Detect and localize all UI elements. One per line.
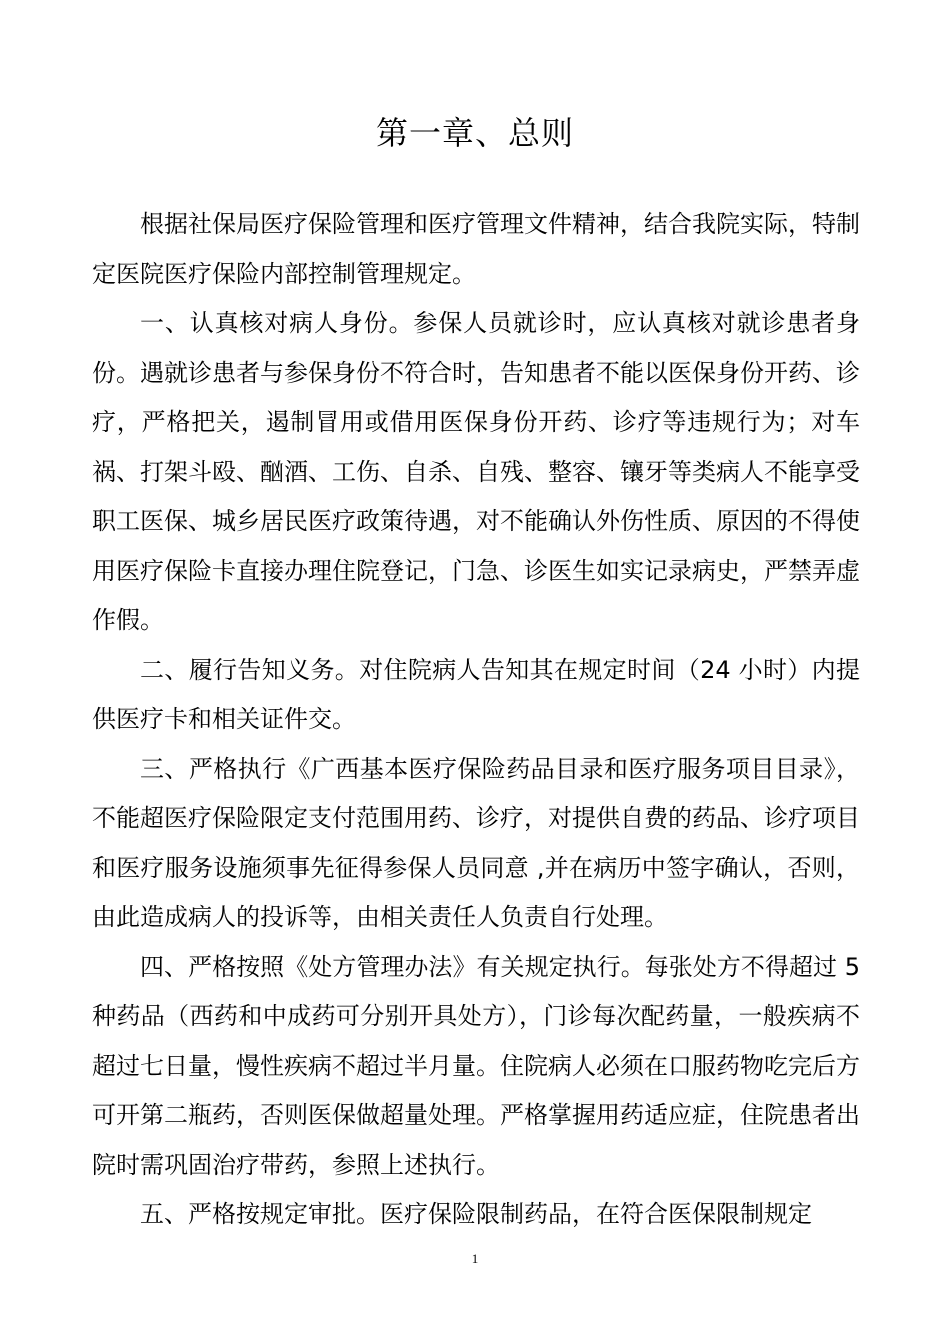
page-number: 1 <box>471 1251 479 1266</box>
paragraph-1-verify-identity: 一、认真核对病人身份。参保人员就诊时，应认真核对就诊患者身份。遇就诊患者与参保身份不符合时，告知患者不能以医保身份开药、诊疗，严格把关，遏制冒用或借用医保身份开药、诊疗等违规行为；对车祸、打架斗殴、酗酒、工伤、自杀、自残、整容、镶牙等类病人不能享受职工医保、城乡居民医疗政策待遇，对不能确认外伤性质、原因的不得使用医疗保险卡直接办理住院登记，门急、诊医生如实记录病史，严禁弄虚作假。 <box>92 309 860 634</box>
paragraph-5-approval: 五、严格按规定审批。医疗保险限制药品，在符合医保限制规定 <box>140 1200 812 1228</box>
paragraph-intro: 根据社保局医疗保险管理和医疗管理文件精神，结合我院实际，特制定医院医疗保险内部控制管理规定。 <box>92 210 860 288</box>
paragraph-3-drug-catalog: 三、严格执行《广西基本医疗保险药品目录和医疗服务项目目录》，不能超医疗保险限定支付范围用药、诊疗，对提供自费的药品、诊疗项目和医疗服务设施须事先征得参保人员同意 ,并在病历中签字确认，否则，由此造成病人的投诉等，由相关责任人负责自行处理。 <box>92 754 860 931</box>
chapter-title: 第一章、总则 <box>375 114 574 152</box>
document-body <box>92 200 860 1240</box>
paragraph-2-notify-obligation: 二、履行告知义务。对住院病人告知其在规定时间（24 小时）内提供医疗卡和相关证件交。 <box>92 655 860 733</box>
paragraph-4-prescription-rules: 四、严格按照《处方管理办法》有关规定执行。每张处方不得超过 5 种药品（西药和中成药可分别开具处方），门诊每次配药量，一般疾病不超过七日量，慢性疾病不超过半月量。住院病人必须在口服药物吃完后方可开第二瓶药，否则医保做超量处理。严格掌握用药适应症，住院患者出院时需巩固治疗带药，参照上述执行。 <box>92 952 860 1179</box>
